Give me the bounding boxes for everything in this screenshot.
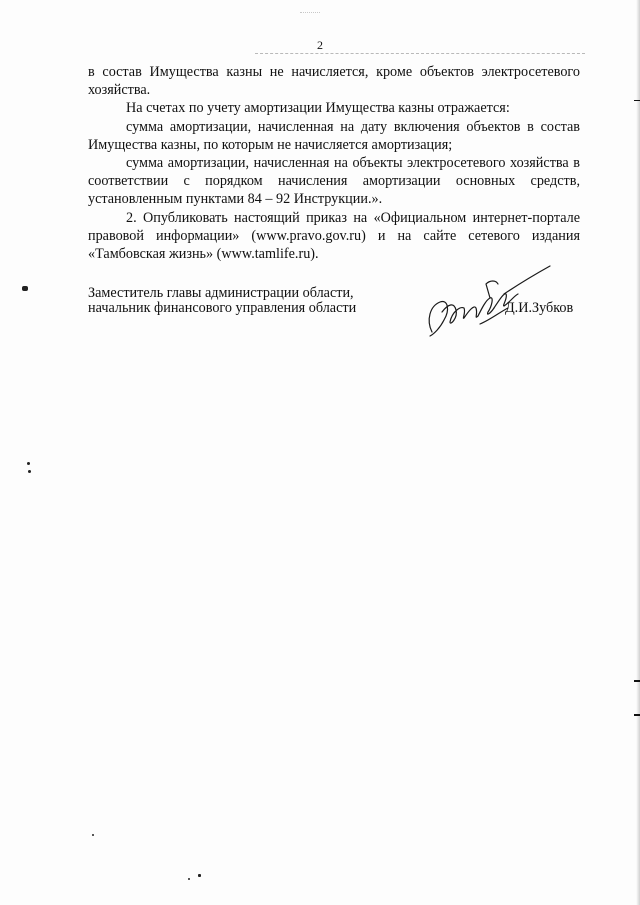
scan-artifact xyxy=(198,874,201,877)
document-body xyxy=(88,63,580,263)
signatory-position xyxy=(88,286,388,316)
scan-artifact xyxy=(188,878,190,880)
header-divider xyxy=(255,53,585,54)
page-number: 2 xyxy=(317,38,323,52)
scan-edge-mark xyxy=(634,714,640,716)
scan-artifact xyxy=(300,12,320,13)
signatory-position-line-1: Заместитель главы администрации области, xyxy=(88,285,354,301)
signatory-position-line-2: начальник финансового управления области xyxy=(88,300,357,316)
scan-artifact xyxy=(28,470,31,473)
scan-edge xyxy=(636,0,640,905)
paragraph-amortization-inclusion: сумма амортизации, начисленная на дату включения объектов в состав Имущества казны, по которым не начисляется амортизация; xyxy=(88,118,580,153)
signatory-name: Д.И.Зубков xyxy=(505,300,574,316)
scan-artifact xyxy=(92,834,94,836)
scan-edge-mark xyxy=(634,100,640,101)
scan-edge-mark xyxy=(634,680,640,682)
paragraph-continuation: в состав Имущества казны не начисляется, кроме объектов электросетевого хозяйства. xyxy=(88,64,580,99)
scan-artifact xyxy=(22,286,28,291)
paragraph-publication-order: 2. Опубликовать настоящий приказ на «Официальном интернет-портале правовой информации» (www.pravo.gov.ru) и на сайте сетевого издания «Тамбовская жизнь» (www.tamlife.ru). xyxy=(88,209,580,263)
scan-artifact xyxy=(27,462,30,465)
paragraph-accounts-heading: На счетах по учету амортизации Имущества казны отражается: xyxy=(126,100,510,117)
paragraph-amortization-electric: сумма амортизации, начисленная на объекты электросетевого хозяйства в соответствии с порядком начисления амортизации основных средств, установленным пунктами 84 – 92 Инструкции.». xyxy=(88,155,580,208)
